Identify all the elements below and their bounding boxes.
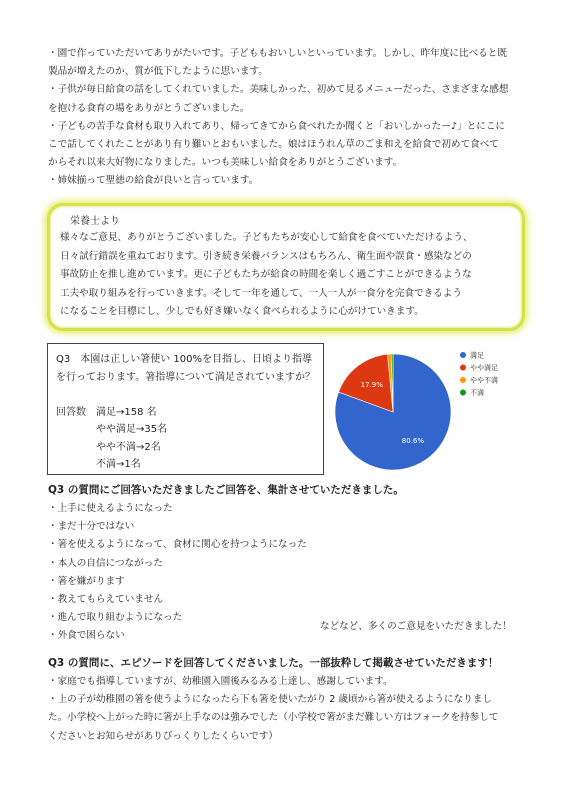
q3-line: やや不満→2名 (56, 441, 161, 453)
q3-question-box (47, 343, 324, 475)
list-item: ・進んで取り組むようになった (48, 612, 183, 624)
pie-data-label: 17.9% (360, 380, 383, 389)
legend-label: やや不満 (470, 376, 498, 385)
list-item: ・箸を嫌がります (48, 575, 125, 587)
legend-label: 満足 (470, 351, 484, 360)
satisfaction-pie-chart (330, 340, 545, 480)
list-item: ・外食で困らない (48, 630, 125, 642)
episode-line: ・上の子が幼稚園の箸を使うようになったら下も箸を使いたがり 2 歳頃から箸が使えるようになりまし (48, 694, 492, 706)
nutritionist-box (47, 203, 525, 331)
comment-line: ・姉妹揃って聖徳の給食が良いと言っています。 (48, 175, 259, 187)
comment-line: を抱ける食育の場をありがとうございました。 (48, 102, 250, 114)
q3-line (56, 386, 315, 404)
legend-label: 不満 (470, 389, 484, 397)
nutritionist-line: になることを目標にし、少しでも好き嫌いなく食べられるように心がけていきます。 (60, 306, 424, 317)
episodes-heading: Q3 の質問に、エピソードを回答してくださいました。一部抜粋して掲載させていただきます！ (48, 657, 499, 669)
episode-line: くださいとお知らせがありびっくりしたくらいです） (48, 730, 278, 742)
comment-line: ・子どもの苦手な食材も取り入れてあり、帰ってきてから食べれたか聞くと「おいしかったー♪」とにこに (48, 120, 506, 132)
nutritionist-line: 様々なご意見、ありがとうございました。子どもたちが安心して給食を食べていただけるよう、 (60, 232, 473, 243)
comment-line: ・園で作っていただいてありがたいです。子どももおいしいといっています。しかし、昨年度に比べると既 (48, 48, 507, 59)
legend-marker (460, 365, 466, 371)
parent-comments (48, 45, 528, 191)
list-item: ・本人の自信につながった (48, 557, 163, 569)
comment-line: ・子供が毎日給食の話をしてくれていました。美味しかった、初めて見るメニューだった、さまざまな感想 (48, 84, 509, 96)
comment-line: 製品が増えたのか、質が低下したように思います。 (48, 66, 268, 78)
q3-line: 不満→1名 (56, 459, 141, 470)
q3-line: を行っております。箸指導について満足されていますか？ (56, 371, 315, 383)
list-item: ・教えてもらえていません (48, 594, 164, 606)
q3-text (56, 351, 315, 474)
closing-remark: などなど、多くのご意見をいただきました！ (320, 621, 512, 632)
q3-line: 回答数 満足→158 名 (56, 406, 157, 418)
legend-marker (460, 377, 466, 383)
episode-line: ・家庭でも指導していますが、幼稚園入園後みるみる上達し、感謝しています。 (48, 676, 393, 687)
list-item: ・まだ十分ではない (48, 521, 135, 533)
list-item: ・箸を使えるようになって、食材に関心を持つようになった (48, 539, 307, 551)
list-item: ・上手に使えるようになった (48, 503, 173, 514)
answers-heading: Q3 の質問にご回答いただきましたご回答を、集計させていただきました。 (48, 484, 404, 496)
legend-marker (460, 352, 466, 358)
pie-data-label: 80.6% (401, 437, 425, 446)
q3-line: やや満足→35名 (56, 424, 168, 435)
nutritionist-message (60, 229, 473, 322)
legend-label: やや満足 (470, 364, 498, 372)
episode-list (48, 673, 528, 746)
comment-line: こで話してくれたことがあり有り難いとおもいました。娘はほうれん草のごま和えを給食で初めて食べて (48, 139, 499, 151)
nutritionist-line: 工夫や取り組みを行っていきます。そして一年を通して、一人一人が一食分を完食できるよう (60, 287, 462, 299)
comment-line: からそれ以来大好物になりました。いつも美味しい給食をありがとうございます。 (48, 157, 403, 169)
nutritionist-line: 日々試行錯誤を重ねております。引き続き栄養バランスはもちろん、衛生面や誤食・感染などの (60, 250, 472, 262)
q3-line: Q3 本園は正しい箸使い 100%を目指し、日頃より指導 (56, 354, 313, 365)
legend-marker (460, 390, 466, 396)
nutritionist-line: 事故防止を推し進めています。更に子どもたちが給食の時間を楽しく過ごすことができるような (60, 269, 472, 280)
nutritionist-title: 栄養士より (70, 216, 120, 227)
episode-line: た。小学校へ上がった時に箸が上手なのは強みでした（小学校で箸がまだ難しい方はフォークを持参して (48, 712, 499, 724)
